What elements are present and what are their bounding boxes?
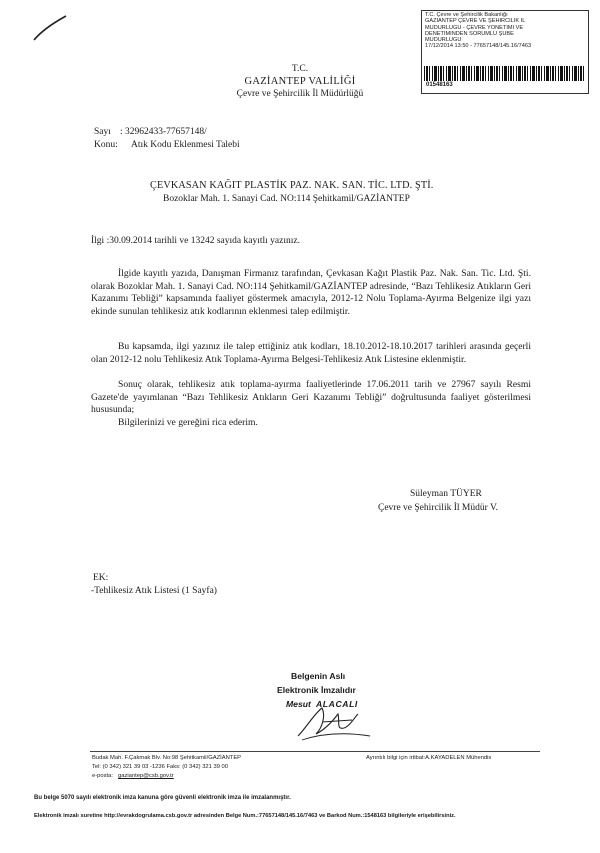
stamp-line: 17/12/2014 13:50 - 77657148/145.16/7463 xyxy=(425,43,532,50)
sayi-label: Sayı xyxy=(94,127,111,137)
header-governorship: GAZİANTEP VALİLİĞİ xyxy=(244,76,356,87)
barcode xyxy=(424,66,586,81)
cert-signer-name: ALACALI xyxy=(316,699,358,709)
pen-stroke-mark xyxy=(30,8,70,48)
attachment-label: EK: xyxy=(93,573,109,583)
cert-signer-prefix: Mesut xyxy=(286,699,311,709)
stamp-line: GAZİANTEP ÇEVRE VE ŞEHİRCİLİK İL xyxy=(425,18,526,25)
header-directorate: Çevre ve Şehircilik İl Müdürlüğü xyxy=(236,89,364,99)
attachment-item: -Tehlikesiz Atık Listesi (1 Sayfa) xyxy=(91,586,217,596)
sayi-value: : 32962433-77657148/ xyxy=(120,127,207,137)
footer-divider xyxy=(90,751,540,752)
stamp-line: MÜDÜRLÜĞÜ xyxy=(425,37,462,44)
signatory-title: Çevre ve Şehircilik İl Müdür V. xyxy=(378,503,498,513)
barcode-number: 01548163 xyxy=(426,82,453,88)
recipient-address: Bozoklar Mah. 1. Sanayi Cad. NO:114 Şehitkamil/GAZİANTEP xyxy=(163,194,410,204)
verification-note: Elektronik imzalı suretine http://evrakdogrulama.csb.gov.tr adresinden Belge Num.:77657148/145.16/7463 ve Barkod Num.:1548163 bilgileriyle erişebilirsiniz. xyxy=(34,813,456,819)
reference-line: İlgi :30.09.2014 tarihli ve 13242 sayıda kayıtlı yazınız. xyxy=(91,236,300,246)
stamp-line: DENETİMİNDEN SORUMLU ŞUBE xyxy=(425,30,514,37)
footer-address: Budak Mah. F.Çakmak Blv. No:98 Şehitkamil/GAZİANTEP xyxy=(92,755,242,761)
stamp-line: MÜDÜRLÜĞÜ - ÇEVRE YÖNETİMİ VE xyxy=(425,24,524,31)
footer-tel: Tel: (0 342) 321 39 03 -1236 Faks: (0 342) 321 39 00 xyxy=(92,764,228,770)
stamp-line: T.C. Çevre ve Şehircilik Bakanlığı xyxy=(425,12,508,18)
konu-label: Konu: xyxy=(94,140,118,150)
paragraph-1: İlgide kayıtlı yazıda, Danışman Firmanız tarafından, Çevkasan Kağıt Plastik Paz. Nak. San. Tic. Ltd. Şti. olarak Bozoklar Mah. 1. Sanayi Cad. NO:114 Şehitkamil/GAZİANTEP adresinde, “Bazı Tehlikesiz Atıkların Geri Kazanımı Tebliği” kapsamında faaliyet göstermek amacıyla, 2012-12 Nolu Toplama-Ayırma Belgenize ilgi yazı ekinde sunulan tehlikesiz atık kodlarının eklenmesi talep edilmiştir. xyxy=(91,268,531,317)
cert-electronic: Elektronik İmzalıdır xyxy=(277,685,356,695)
footer-email-link[interactable]: gaziantep@csb.gov.tr xyxy=(118,773,174,779)
cert-original: Belgenin Aslı xyxy=(291,671,346,681)
handwritten-signature xyxy=(292,700,382,742)
e-signature-note: Bu belge 5070 sayılı elektronik imza kanuna göre güvenli elektronik imza ile imzalanmıştır. xyxy=(34,795,291,801)
recipient-name: ÇEVKASAN KAĞIT PLASTİK PAZ. NAK. SAN. TİC. LTD. ŞTİ. xyxy=(150,180,434,191)
header-tc: T.C. xyxy=(291,64,309,74)
paragraph-2: Bu kapsamda, ilgi yazınız ile talep ettiğiniz atık kodları, 18.10.2012-18.10.2017 tarihleri arasında geçerli olan 2012-12 nolu Tehlikesiz Atık Toplama-Ayırma Belgesi-Tehlikesiz Atık Listesine eklenmiştir. xyxy=(91,341,531,365)
paragraph-4: Bilgilerinizi ve gereğini rica ederim. xyxy=(118,417,258,428)
footer-email-label: e-posta: xyxy=(92,773,113,779)
paragraph-3: Sonuç olarak, tehlikesiz atık toplama-ayırma faaliyetlerinde 17.06.2011 tarih ve 27967 sayılı Resmi Gazete'de yayımlanan “Bazı Tehlikesiz Atıkların Geri Kazanımı Tebliği” doğrultusunda faaliyet gösterilmesi hususunda; xyxy=(91,379,531,416)
konu-value: Atık Kodu Eklenmesi Talebi xyxy=(131,140,240,150)
footer-contact: Ayrıntılı bilgi için irtibat:A.KAYADELEN Mühendis xyxy=(366,755,492,761)
signatory-name: Süleyman TÜYER xyxy=(410,489,482,499)
